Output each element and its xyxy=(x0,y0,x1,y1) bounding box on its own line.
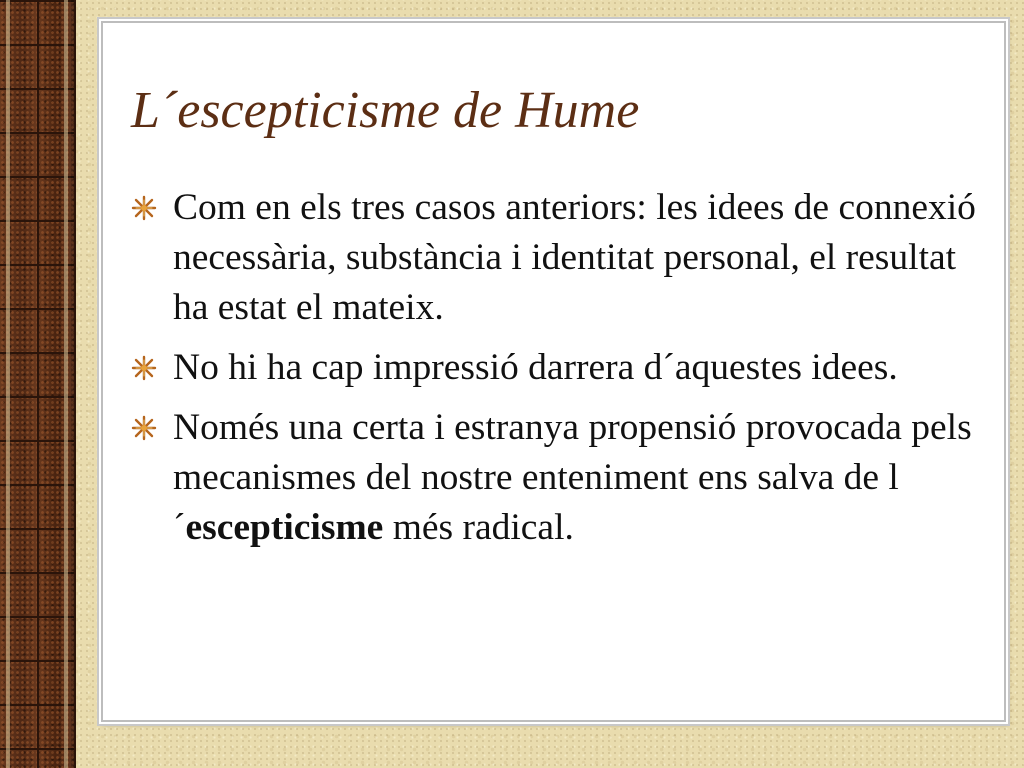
bullet-item xyxy=(131,183,981,333)
bullet-text: Com en els tres casos anteriors: les idees de connexió necessària, substància i identitat personal, el resultat ha estat el mateix. xyxy=(173,187,976,328)
strip-edge-left xyxy=(6,0,10,768)
bold-term: escepticisme xyxy=(185,507,384,548)
decorative-wood-strip xyxy=(0,0,76,768)
bullet-text-before: Només una certa i estranya propensió provocada pels mecanismes del nostre enteniment ens salva de l´ xyxy=(173,407,972,548)
slide-content-box xyxy=(101,21,1006,722)
starburst-bullet-icon xyxy=(131,195,157,221)
starburst-bullet-icon xyxy=(131,355,157,381)
slide-title: L´escepticisme de Hume xyxy=(131,82,640,139)
bullet-item xyxy=(131,403,981,553)
starburst-bullet-icon xyxy=(131,415,157,441)
bullet-text: No hi ha cap impressió darrera d´aquestes idees. xyxy=(173,347,898,388)
bullet-item xyxy=(131,343,981,393)
strip-edge-right xyxy=(64,0,68,768)
bullet-list xyxy=(131,183,981,563)
bullet-text xyxy=(173,403,981,553)
bullet-text-after: més radical. xyxy=(383,507,574,548)
